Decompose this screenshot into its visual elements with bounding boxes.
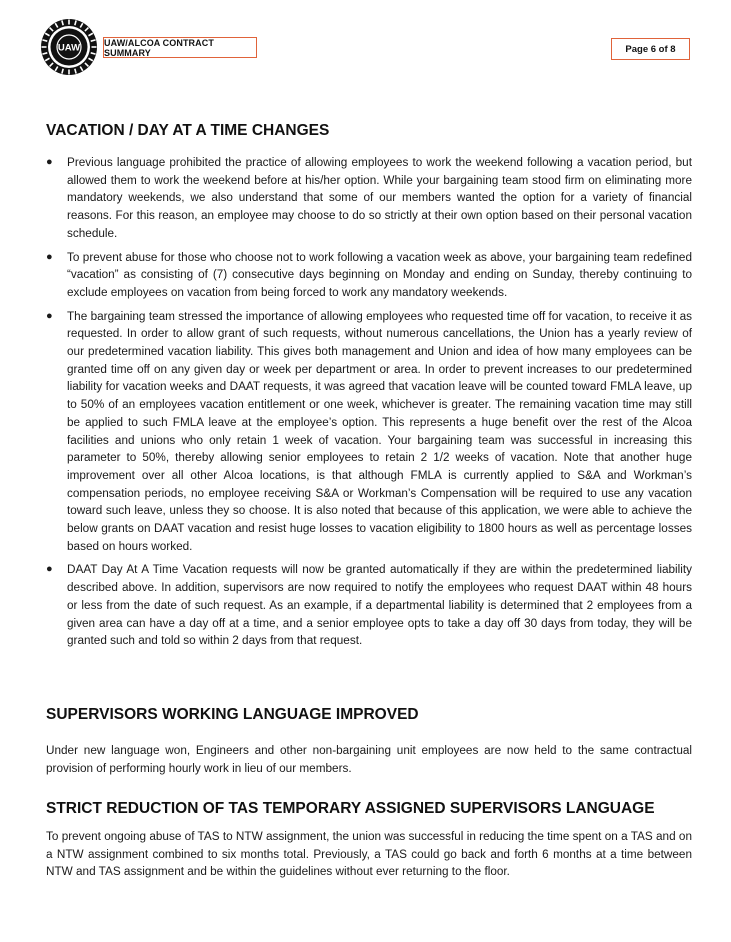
bullet-icon: ● (46, 156, 53, 168)
vacation-bullet-list (46, 154, 692, 656)
section-heading-supervisors: SUPERVISORS WORKING LANGUAGE IMPROVED (46, 706, 419, 723)
section-heading-vacation: VACATION / DAY AT A TIME CHANGES (46, 122, 330, 139)
logo-text: UAW (57, 42, 81, 54)
list-item (46, 561, 692, 650)
supervisors-paragraph: Under new language won, Engineers and other non-bargaining unit employees are now held to the same contractual provision of performing hourly work in lieu of our members. (46, 744, 692, 775)
section-heading-tas: STRICT REDUCTION OF TAS TEMPORARY ASSIGNED SUPERVISORS LANGUAGE (46, 800, 655, 817)
bullet-text: The bargaining team stressed the importance of allowing employees who requested time off for vacation, to receive it as requested. In order to allow grant of such requests, without numerous cancellations, the Union has a yearly review of our predetermined vacation liability. This gives both management and Union and idea of how many employees can be granted time off on any given day or week per department or area. In order to prevent increases to our predetermined liability for vacation weeks and DAAT requests, it was agreed that vacation leave will be counted toward FMLA leave, up to 50% of an employees vacation entitlement or one week, whichever is greater. The remaining vacation time may still be applied to such FMLA leave at the employee’s option. This represents a huge benefit over the rest of the Alcoa facilities and unions who only retain 1 week of vacation. Your bargaining team was successful in increasing this parameter to 50%, thereby allowing senior employees to retain 2 1/2 weeks of vacation. Note that another huge improvement over all other Alcoa locations, is that although FMLA is currently applied to S&A and Workman’s compensation periods, no employee receiving S&A or Workman’s Compensation will be required to use any vacation toward such leave, unless they so choose. It is also noted that because of this application, we were able to achieve the below grants on DAAT vacation and resist huge losses to vacation eligibility to 1800 hours as well as percentage losses based on hours worked. (67, 309, 692, 553)
bullet-icon: ● (46, 309, 53, 322)
list-item (46, 154, 692, 243)
bullet-text: Previous language prohibited the practice of allowing employees to work the weekend following a vacation period, but allowed them to work the weekend before at his/her option. While your bargaining team stood firm on eliminating more mandatory weekends, we also understand that some of our members wanted the option for a variety of financial reasons. For this reason, an employee may choose to do so strictly at their own option based on their personal vacation schedule. (67, 156, 692, 240)
list-item (46, 308, 692, 556)
list-item (46, 249, 692, 302)
page-indicator: Page 6 of 8 (611, 38, 690, 60)
document-title: UAW/ALCOA CONTRACT SUMMARY (103, 37, 257, 58)
bullet-icon: ● (46, 250, 53, 263)
uaw-logo (40, 18, 98, 76)
bullet-text: To prevent abuse for those who choose not to work following a vacation week as above, your bargaining team redefined “vacation” as consisting of (7) consecutive days beginning on Monday and ending on Sunday, thereby continuing to exclude employees on vacation from being forced to work any mandatory weekends. (67, 250, 692, 299)
bullet-text: DAAT Day At A Time Vacation requests will now be granted automatically if they are within the predetermined liability described above. In addition, supervisors are now required to notify the employees who request DAAT within 48 hours or less from the date of such request. As an example, if a departmental liability is determined that 2 employees from a given area can have a day off at a time, and a senior employee opts to take a day off 30 days from today, they will be granted such and told so within 2 days from that request. (67, 563, 692, 648)
tas-paragraph: To prevent ongoing abuse of TAS to NTW assignment, the union was successful in reducing the time spent on a TAS and on a NTW assignment combined to six months total. Previously, a TAS could go back and forth 6 months at a time between NTW and TAS assignment and be within the guidelines without ever returning to the floor. (46, 830, 692, 878)
bullet-icon: ● (46, 563, 53, 576)
page-header (0, 0, 731, 80)
